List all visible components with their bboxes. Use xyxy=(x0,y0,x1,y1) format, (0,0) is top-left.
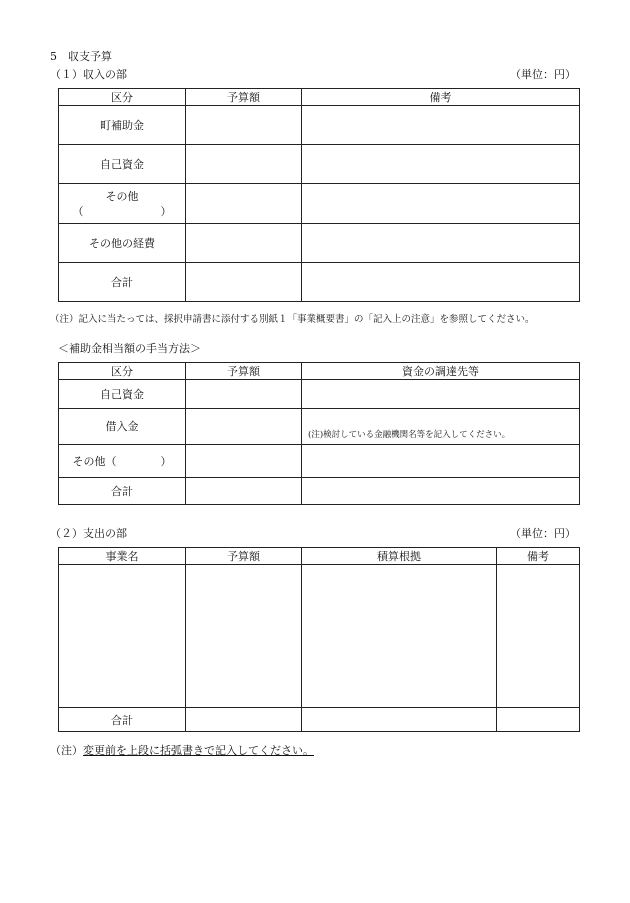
table-row xyxy=(59,184,580,224)
funding-source-note[interactable]: (注)検討している金融機関名等を記入してください。 xyxy=(302,409,580,445)
income-amount-cell[interactable] xyxy=(186,106,302,145)
income-note: （注）記入に当たっては、採択申請書に添付する別紙１「事業概要書」の「記入上の注意」を参照してください。 xyxy=(50,314,535,325)
expense-basis-cell[interactable] xyxy=(302,565,497,708)
table-row xyxy=(59,145,580,184)
income-total-remarks[interactable] xyxy=(302,263,580,302)
expense-header-row xyxy=(59,548,580,565)
table-row xyxy=(59,380,580,409)
income-total-label: 合計 xyxy=(59,263,186,302)
funding-source-cell[interactable] xyxy=(302,380,580,409)
funding-row-label: 借入金 xyxy=(59,409,186,445)
footer-note-prefix: （注） xyxy=(50,744,83,757)
income-remarks-cell[interactable] xyxy=(302,145,580,184)
funding-header-category: 区分 xyxy=(59,363,186,380)
funding-total-source[interactable] xyxy=(302,478,580,505)
section-title: 5 収支予算 xyxy=(50,50,112,63)
expense-table xyxy=(58,547,580,732)
income-remarks-cell[interactable] xyxy=(302,184,580,224)
funding-total-row xyxy=(59,478,580,505)
expense-header-remarks: 備考 xyxy=(497,548,580,565)
income-row-label: 町補助金 xyxy=(59,106,186,145)
table-row xyxy=(59,445,580,478)
income-row-label-other xyxy=(59,184,186,224)
expense-total-basis[interactable] xyxy=(302,708,497,732)
table-row xyxy=(59,565,580,708)
funding-amount-cell[interactable] xyxy=(186,380,302,409)
expense-remarks-cell[interactable] xyxy=(497,565,580,708)
funding-row-label: その他（ ） xyxy=(59,445,186,478)
income-unit: （単位：円） xyxy=(510,68,576,81)
table-row xyxy=(59,409,580,445)
funding-source-cell[interactable] xyxy=(302,445,580,478)
income-other-paren[interactable]: （ ） xyxy=(72,204,172,218)
income-other-label: その他 xyxy=(105,189,139,203)
footer-note-text: 変更前を上段に括弧書きで記入してください。 xyxy=(83,744,314,757)
table-row xyxy=(59,106,580,145)
income-row-label: その他の経費 xyxy=(59,224,186,263)
table-row xyxy=(59,224,580,263)
funding-amount-cell[interactable] xyxy=(186,445,302,478)
expense-subtitle: （２）支出の部 xyxy=(50,527,127,540)
income-amount-cell[interactable] xyxy=(186,184,302,224)
income-header-row xyxy=(59,89,580,106)
income-total-amount[interactable] xyxy=(186,263,302,302)
funding-header-row xyxy=(59,363,580,380)
income-header-remarks: 備考 xyxy=(302,89,580,106)
funding-row-label: 自己資金 xyxy=(59,380,186,409)
income-amount-cell[interactable] xyxy=(186,224,302,263)
income-remarks-cell[interactable] xyxy=(302,224,580,263)
income-header-amount: 予算額 xyxy=(186,89,302,106)
expense-header-project: 事業名 xyxy=(59,548,186,565)
funding-total-amount[interactable] xyxy=(186,478,302,505)
income-amount-cell[interactable] xyxy=(186,145,302,184)
expense-total-label: 合計 xyxy=(59,708,186,732)
funding-total-label: 合計 xyxy=(59,478,186,505)
expense-total-remarks[interactable] xyxy=(497,708,580,732)
expense-project-cell[interactable] xyxy=(59,565,186,708)
funding-subtitle: ＜補助金相当額の手当方法＞ xyxy=(58,342,201,355)
expense-header-basis: 積算根拠 xyxy=(302,548,497,565)
expense-total-row xyxy=(59,708,580,732)
expense-amount-cell[interactable] xyxy=(186,565,302,708)
funding-header-amount: 予算額 xyxy=(186,363,302,380)
income-row-label: 自己資金 xyxy=(59,145,186,184)
income-remarks-cell[interactable] xyxy=(302,106,580,145)
expense-unit: （単位：円） xyxy=(510,527,576,540)
funding-header-source: 資金の調達先等 xyxy=(302,363,580,380)
income-total-row xyxy=(59,263,580,302)
footer-note xyxy=(50,742,314,758)
funding-amount-cell[interactable] xyxy=(186,409,302,445)
income-subtitle: （１）収入の部 xyxy=(50,68,127,81)
income-header-category: 区分 xyxy=(59,89,186,106)
funding-table xyxy=(58,362,580,505)
expense-total-amount[interactable] xyxy=(186,708,302,732)
income-table xyxy=(58,88,580,302)
expense-header-amount: 予算額 xyxy=(186,548,302,565)
